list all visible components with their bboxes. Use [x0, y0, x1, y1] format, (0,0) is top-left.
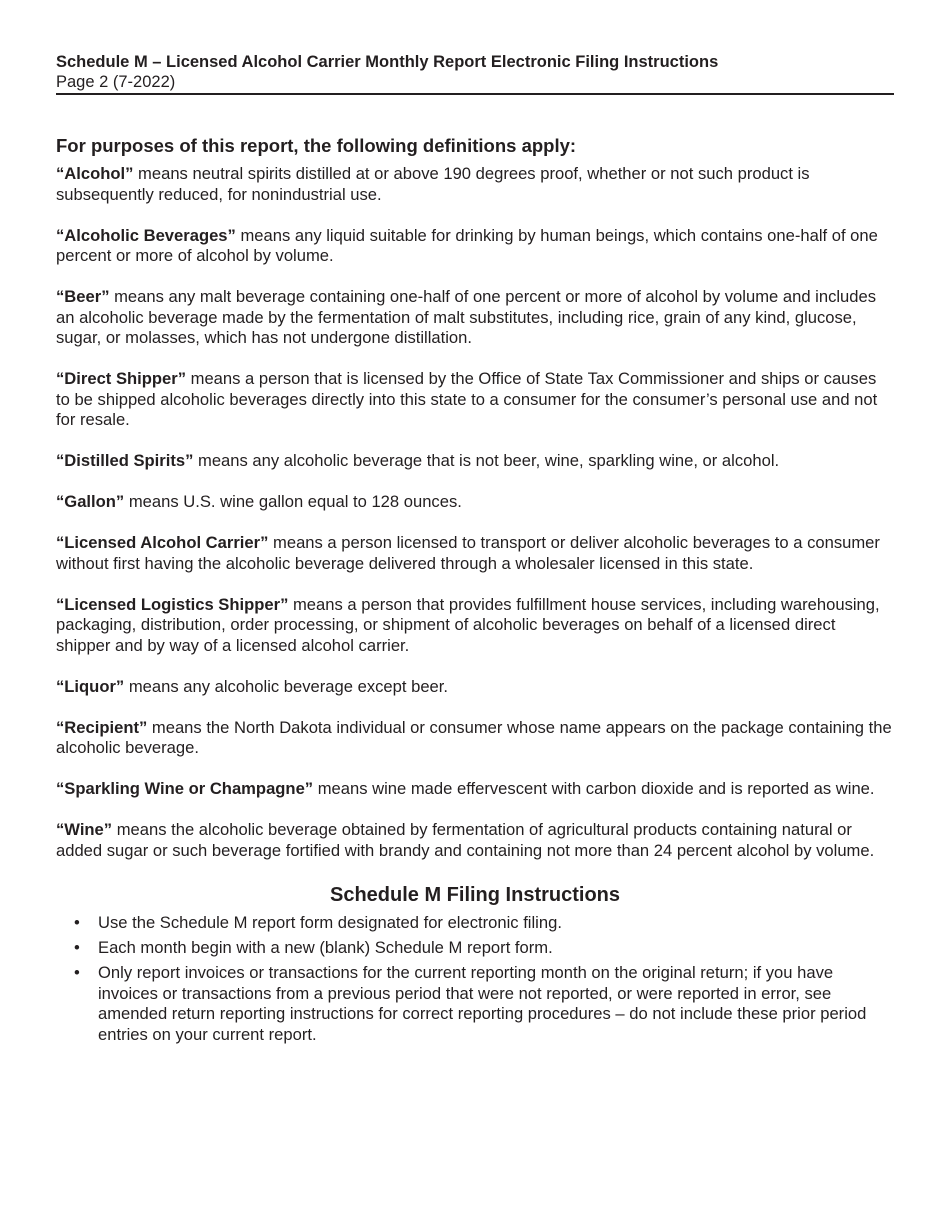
page-number: Page 2 (7-2022) [56, 73, 176, 91]
definition-beer [56, 287, 894, 349]
definition-text: means a person that is licensed by the Office of State Tax Commissioner and ships or causes to be shipped alcoholic beverages directly into this state to a consumer for the consumer’s personal use and not for resale. [56, 369, 878, 429]
definition-term: “Distilled Spirits” [56, 451, 194, 470]
definition-text: means U.S. wine gallon equal to 128 ounces. [124, 492, 462, 511]
definition-text: means any liquid suitable for drinking by human beings, which contains one-half of one percent or more of alcohol by volume. [56, 225, 878, 265]
list-item-text: Use the Schedule M report form designated for electronic filing. [98, 913, 562, 932]
definition-term: “Wine” [56, 820, 113, 839]
filing-instructions-heading: Schedule M Filing Instructions [329, 884, 621, 906]
definition-alcoholic-beverages [56, 226, 894, 267]
bullet-icon: • [74, 913, 80, 932]
definition-term: “Direct Shipper” [56, 369, 187, 388]
definition-text: means any alcoholic beverage except beer. [124, 676, 448, 696]
definition-direct-shipper [56, 369, 894, 431]
list-item-text: Only report invoices or transactions for the current reporting month on the original return; if you have invoices or transactions from a previous period that were not reported, or were reported in error, see amended return reporting instructions for correct reporting procedures – do not include these prior period entries on your current report. [98, 963, 867, 1044]
bullet-icon: • [74, 963, 80, 982]
definition-term: “Alcoholic Beverages” [56, 225, 236, 245]
definition-term: “Recipient” [56, 717, 148, 737]
filing-instructions-list [56, 913, 894, 1045]
document-page [56, 0, 894, 1050]
definition-licensed-alcohol-carrier [56, 533, 894, 574]
document-title: Schedule M – Licensed Alcohol Carrier Monthly Report Electronic Filing Instructions [56, 53, 719, 71]
definition-gallon [56, 492, 894, 513]
definition-distilled-spirits [56, 451, 894, 472]
definition-alcohol [56, 164, 894, 205]
definition-text: means wine made effervescent with carbon dioxide and is reported as wine. [313, 779, 875, 798]
list-item [56, 963, 894, 1045]
definition-text: means any alcoholic beverage that is not beer, wine, sparkling wine, or alcohol. [193, 451, 780, 470]
definition-licensed-logistics-shipper [56, 595, 894, 657]
list-item [56, 913, 894, 934]
list-item-text: Each month begin with a new (blank) Schedule M report form. [98, 938, 553, 957]
definition-text: means the alcoholic beverage obtained by fermentation of agricultural products containing natural or added sugar or such beverage fortified with brandy and containing not more than 24 percent alcohol by volume. [56, 820, 875, 860]
definition-term: “Sparkling Wine or Champagne” [56, 779, 314, 798]
bullet-icon: • [74, 938, 80, 957]
list-item [56, 938, 894, 959]
definitions-list [56, 164, 894, 861]
page-header [56, 0, 894, 95]
definition-term: “Liquor” [56, 676, 125, 696]
definition-wine [56, 820, 894, 861]
definition-recipient [56, 718, 894, 759]
definition-term: “Licensed Logistics Shipper” [56, 594, 289, 614]
definition-liquor [56, 677, 894, 698]
definition-text: means neutral spirits distilled at or above 190 degrees proof, whether or not such product is subsequently reduced, for nonindustrial use. [56, 164, 810, 204]
definition-term: “Licensed Alcohol Carrier” [56, 533, 269, 552]
definition-text: means the North Dakota individual or consumer whose name appears on the package containing the alcoholic beverage. [56, 717, 892, 757]
definition-text: means a person licensed to transport or deliver alcoholic beverages to a consumer without first having the alcoholic beverage delivered through a wholesaler licensed in this state. [56, 533, 880, 573]
definition-text: means a person that provides fulfillment house services, including warehousing, packaging, distribution, order processing, or shipment of alcoholic beverages on behalf of a licensed direct shipper and by way of a licensed alcohol carrier. [56, 594, 880, 655]
definition-term: “Beer” [56, 287, 110, 306]
definition-term: “Alcohol” [56, 164, 134, 183]
definition-term: “Gallon” [56, 492, 125, 511]
definition-text: means any malt beverage containing one-half of one percent or more of alcohol by volume and includes an alcoholic beverage made by the fermentation of malt substitutes, including rice, grain of any kind, glucose, sugar, or molasses, which has not undergone distillation. [56, 287, 877, 347]
definitions-heading: For purposes of this report, the following definitions apply: [56, 135, 577, 156]
definition-sparkling-wine [56, 779, 894, 800]
